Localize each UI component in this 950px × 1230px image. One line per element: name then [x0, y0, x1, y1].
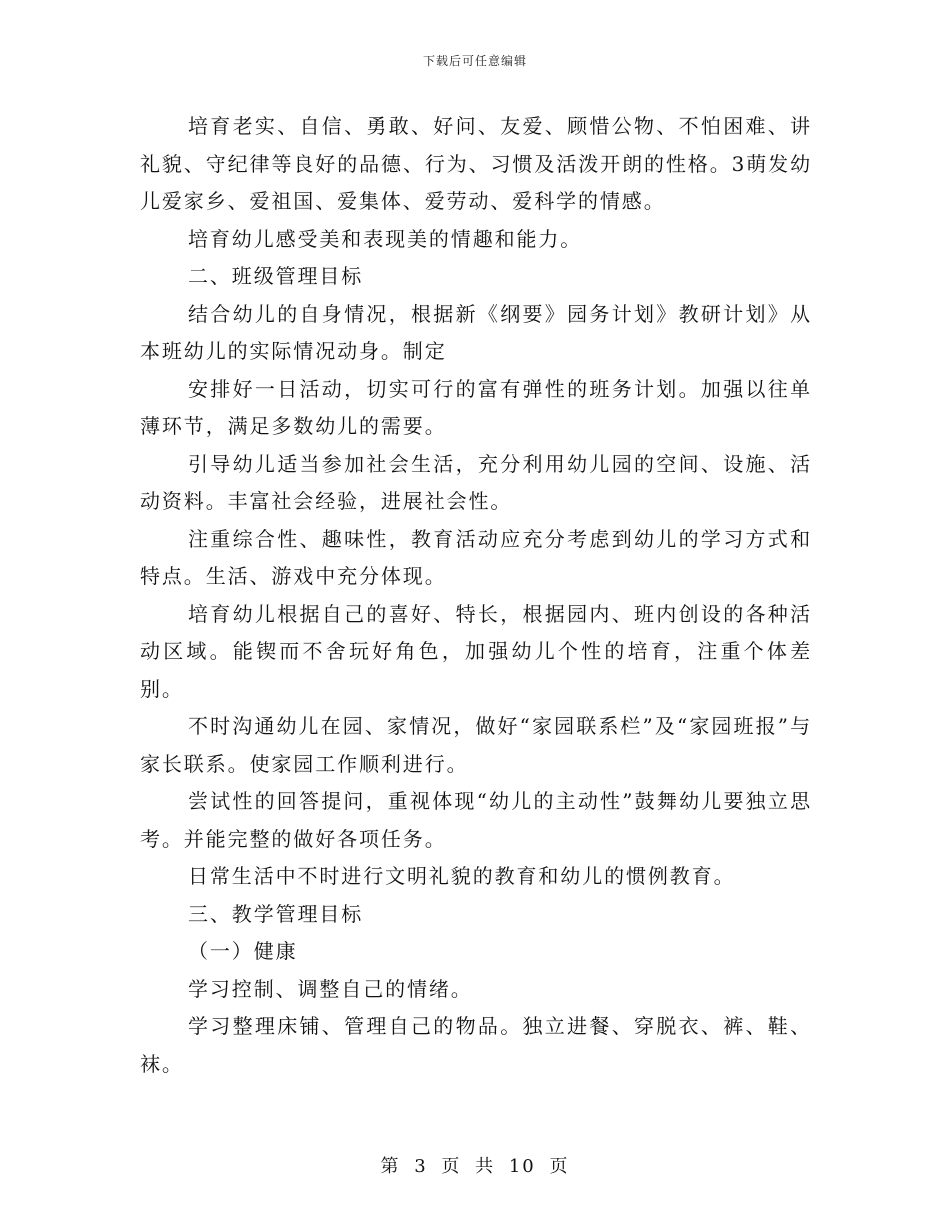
paragraph: 学习控制、调整自己的情绪。	[188, 976, 473, 1001]
paragraph: 引导幼儿适当参加社会生活，充分利用幼儿园的空间、设施、活动资料。丰富社会经验，进展社会性。	[140, 451, 812, 513]
paragraph: 结合幼儿的自身情况，根据新《纲要》园务计划》教研计划》从本班幼儿的实际情况动身。制定	[140, 301, 812, 363]
section-heading: 二、班级管理目标	[188, 264, 364, 288]
paragraph: 不时沟通幼儿在园、家情况，做好“家园联系栏”及“家园班报”与家长联系。使家园工作顺利进行。	[140, 714, 812, 776]
paragraph: 学习整理床铺、管理自己的物品。独立进餐、穿脱衣、裤、鞋、袜。	[140, 1014, 812, 1076]
subsection-heading: （一）健康	[188, 939, 298, 963]
page-number: 第 3 页 共 10 页	[380, 1156, 570, 1177]
section-heading: 三、教学管理目标	[188, 901, 364, 926]
paragraph: 培育老实、自信、勇敢、好问、友爱、顾惜公物、不怕困难、讲礼貌、守纪律等良好的品德、行为、习惯及活泼开朗的性格。3萌发幼儿爱家乡、爱祖国、爱集体、爱劳动、爱科学的情感。	[140, 114, 812, 213]
paragraph: 培育幼儿感受美和表现美的情趣和能力。	[188, 226, 583, 251]
paragraph: 日常生活中不时进行文明礼貌的教育和幼儿的惯例教育。	[188, 864, 736, 888]
paragraph: 培育幼儿根据自己的喜好、特长，根据园内、班内创设的各种活动区域。能锲而不舍玩好角色，加强幼儿个性的培育，注重个体差别。	[140, 601, 812, 701]
paragraph: 注重综合性、趣味性，教育活动应充分考虑到幼儿的学习方式和特点。生活、游戏中充分体现。	[140, 526, 812, 588]
paragraph: 安排好一日活动，切实可行的富有弹性的班务计划。加强以往单薄环节，满足多数幼儿的需要。	[140, 376, 812, 438]
paragraph: 尝试性的回答提问，重视体现“幼儿的主动性”鼓舞幼儿要独立思考。并能完整的做好各项任务。	[140, 789, 812, 851]
document-body	[140, 108, 812, 1083]
page-header: 下载后可任意编辑	[422, 54, 527, 68]
